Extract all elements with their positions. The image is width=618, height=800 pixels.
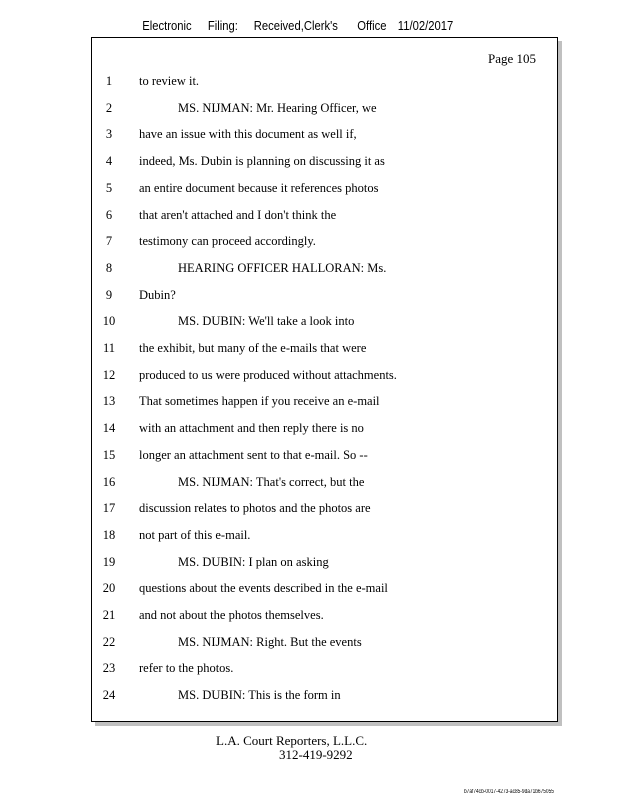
stamp-office: Office xyxy=(357,19,387,33)
line-number: 16 xyxy=(102,474,116,489)
stamp-date: 11/02/2017 xyxy=(397,19,454,33)
line-text: indeed, Ms. Dubin is planning on discussing it as xyxy=(139,154,385,169)
transcript-line xyxy=(92,208,557,228)
line-text: testimony can proceed accordingly. xyxy=(139,234,316,249)
line-text: and not about the photos themselves. xyxy=(139,608,324,622)
line-text: MS. DUBIN: I plan on asking xyxy=(178,554,329,569)
transcript-line xyxy=(92,661,557,681)
line-text: MS. DUBIN: We'll take a look into xyxy=(178,314,355,329)
transcript-line xyxy=(92,154,557,174)
transcript-line xyxy=(92,421,557,441)
line-number: 20 xyxy=(102,581,116,596)
transcript-line xyxy=(92,528,557,548)
line-text: that aren't attached and I don't think the xyxy=(139,207,337,222)
line-text: not part of this e-mail. xyxy=(139,527,251,542)
transcript-line xyxy=(92,394,557,414)
line-number: 4 xyxy=(105,154,113,169)
transcript-line xyxy=(92,608,557,628)
transcript-line xyxy=(92,127,557,147)
transcript-line xyxy=(92,74,557,94)
transcript-line xyxy=(92,448,557,468)
stamp-filing: Filing: xyxy=(207,19,238,33)
line-text: MS. DUBIN: This is the form in xyxy=(178,688,341,703)
line-number: 3 xyxy=(105,127,113,142)
line-number: 14 xyxy=(102,421,116,436)
line-text: to review it. xyxy=(139,74,200,88)
footer-phone: 312-419-9292 xyxy=(279,747,353,762)
line-text: with an attachment and then reply there is no xyxy=(139,421,364,436)
line-text: HEARING OFFICER HALLORAN: Ms. xyxy=(178,260,387,275)
stamp-received: Received,Clerk's xyxy=(253,19,338,33)
line-number: 8 xyxy=(105,260,113,275)
line-number: 1 xyxy=(105,74,113,88)
line-number: 10 xyxy=(102,314,116,329)
document-hash: b7af74cb-0017-4273-ac85-9da71b675055 xyxy=(464,789,554,795)
transcript-page xyxy=(91,37,558,722)
line-text: refer to the photos. xyxy=(139,661,234,676)
transcript-line xyxy=(92,368,557,388)
line-text: longer an attachment sent to that e-mail. So -- xyxy=(139,447,368,462)
line-number: 2 xyxy=(105,100,113,115)
line-text: questions about the events described in the e-mail xyxy=(139,581,388,596)
line-number: 13 xyxy=(102,394,116,409)
line-text: produced to us were produced without attachments. xyxy=(139,367,397,382)
stamp-electronic: Electronic xyxy=(142,19,192,33)
line-text: MS. NIJMAN: Right. But the events xyxy=(178,634,362,649)
line-text: That sometimes happen if you receive an e-mail xyxy=(139,394,380,409)
transcript-line xyxy=(92,234,557,254)
line-number: 6 xyxy=(105,207,113,222)
line-text: discussion relates to photos and the photos are xyxy=(139,501,371,516)
transcript-line xyxy=(92,635,557,655)
transcript-line xyxy=(92,341,557,361)
line-text: an entire document because it references photos xyxy=(139,180,379,195)
transcript-line xyxy=(92,501,557,521)
line-text: MS. NIJMAN: Mr. Hearing Officer, we xyxy=(178,100,377,115)
line-number: 7 xyxy=(105,234,113,249)
footer-company: L.A. Court Reporters, L.L.C. xyxy=(216,733,368,748)
line-number: 19 xyxy=(102,554,116,569)
transcript-line xyxy=(92,555,557,575)
transcript-line xyxy=(92,581,557,601)
line-number: 17 xyxy=(102,501,116,516)
line-number: 5 xyxy=(105,180,113,195)
line-number: 15 xyxy=(102,447,116,462)
line-number: 9 xyxy=(105,287,113,302)
line-number: 18 xyxy=(102,527,116,542)
line-number: 23 xyxy=(102,661,116,676)
transcript-line xyxy=(92,688,557,708)
transcript-line xyxy=(92,475,557,495)
page-number: Page 105 xyxy=(487,51,536,66)
transcript-line xyxy=(92,261,557,281)
transcript-line xyxy=(92,314,557,334)
line-text: Dubin? xyxy=(139,287,176,302)
line-number: 11 xyxy=(102,341,116,355)
line-text: MS. NIJMAN: That's correct, but the xyxy=(178,474,365,489)
transcript-line xyxy=(92,288,557,308)
transcript-line xyxy=(92,101,557,121)
line-number: 24 xyxy=(102,688,116,703)
line-number: 22 xyxy=(102,634,116,649)
line-number: 21 xyxy=(102,608,116,622)
line-text: the exhibit, but many of the e-mails that were xyxy=(139,341,367,355)
transcript-line xyxy=(92,181,557,201)
line-text: have an issue with this document as well if, xyxy=(139,127,357,142)
line-number: 12 xyxy=(102,367,116,382)
